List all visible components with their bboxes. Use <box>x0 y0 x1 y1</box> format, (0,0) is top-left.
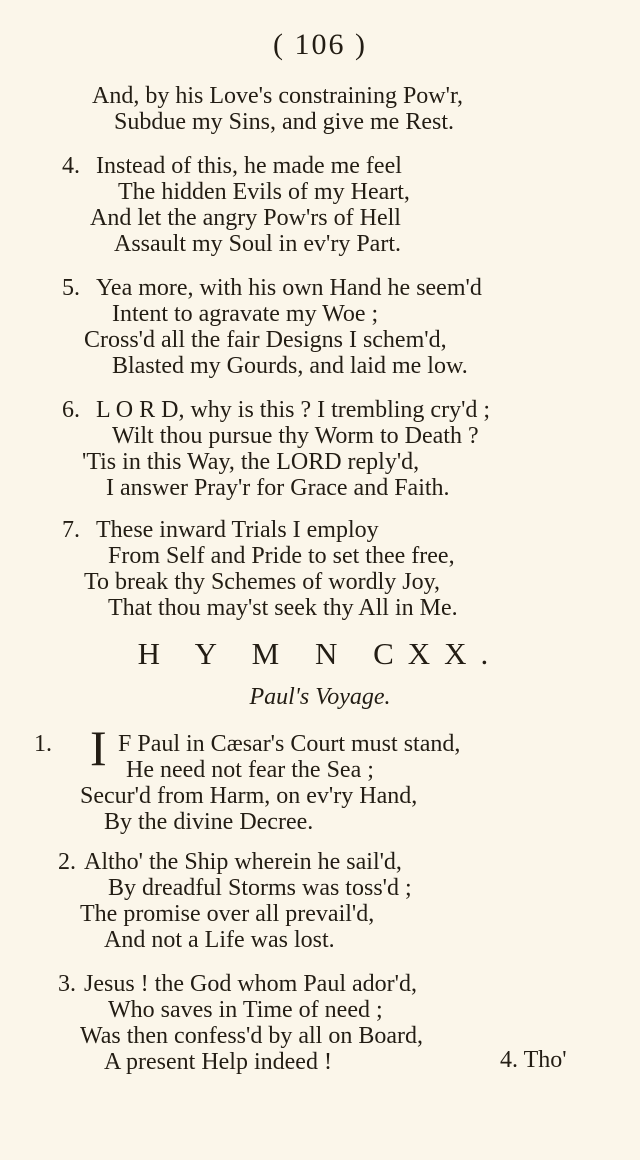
verse-line: From Self and Pride to set thee free, <box>108 543 455 569</box>
verse-line: Who saves in Time of need ; <box>108 997 383 1023</box>
verse-line: The promise over all prevail'd, <box>80 901 375 927</box>
verse-line: The hidden Evils of my Heart, <box>118 179 410 205</box>
verse-line: Instead of this, he made me feel <box>96 153 402 179</box>
verse-line: And, by his Love's constraining Pow'r, <box>92 83 463 109</box>
verse-line: Secur'd from Harm, on ev'ry Hand, <box>80 783 418 809</box>
stanza-number: 1. <box>34 731 52 757</box>
stanza-number: 5. <box>62 275 80 301</box>
verse-line: Cross'd all the fair Designs I schem'd, <box>84 327 447 353</box>
verse-line: Intent to agravate my Woe ; <box>112 301 379 327</box>
hymn-title: H Y M N CXX. <box>137 636 503 671</box>
verse-line: A present Help indeed ! <box>104 1049 332 1075</box>
verse-line: F Paul in Cæsar's Court must stand, <box>118 731 461 757</box>
stanza-number: 7. <box>62 517 80 543</box>
drop-cap: I <box>90 720 107 776</box>
verse-line: Altho' the Ship wherein he sail'd, <box>84 849 402 875</box>
verse-line: And not a Life was lost. <box>104 927 335 953</box>
verse-line: L O R D, why is this ? I trembling cry'd ; <box>96 397 491 423</box>
verse-line: To break thy Schemes of wordly Joy, <box>84 569 441 595</box>
verse-line: By the divine Decree. <box>104 809 314 835</box>
verse-line: These inward Trials I employ <box>96 517 379 543</box>
page-number-header: ( 106 ) <box>273 28 367 61</box>
verse-line: Was then confess'd by all on Board, <box>80 1023 423 1049</box>
verse-line: That thou may'st seek thy All in Me. <box>108 595 458 621</box>
verse-line: Jesus ! the God whom Paul ador'd, <box>84 971 417 997</box>
verse-line: Wilt thou pursue thy Worm to Death ? <box>112 423 479 449</box>
verse-line: By dreadful Storms was toss'd ; <box>108 875 412 901</box>
stanza-number: 6. <box>62 397 80 423</box>
verse-line: I answer Pray'r for Grace and Faith. <box>106 475 450 501</box>
verse-line: Blasted my Gourds, and laid me low. <box>112 353 468 379</box>
catchword: 4. Tho' <box>500 1047 567 1073</box>
verse-line: And let the angry Pow'rs of Hell <box>90 205 401 231</box>
stanza-number: 2. <box>58 849 76 875</box>
verse-line: Yea more, with his own Hand he seem'd <box>96 275 482 301</box>
stanza-number: 3. <box>58 971 76 997</box>
hymn-subtitle: Paul's Voyage. <box>249 684 391 710</box>
verse-line: Subdue my Sins, and give me Rest. <box>114 109 454 135</box>
stanza-number: 4. <box>62 153 80 179</box>
verse-line: 'Tis in this Way, the LORD reply'd, <box>82 449 420 475</box>
verse-line: Assault my Soul in ev'ry Part. <box>114 231 401 257</box>
verse-line: He need not fear the Sea ; <box>126 757 374 783</box>
